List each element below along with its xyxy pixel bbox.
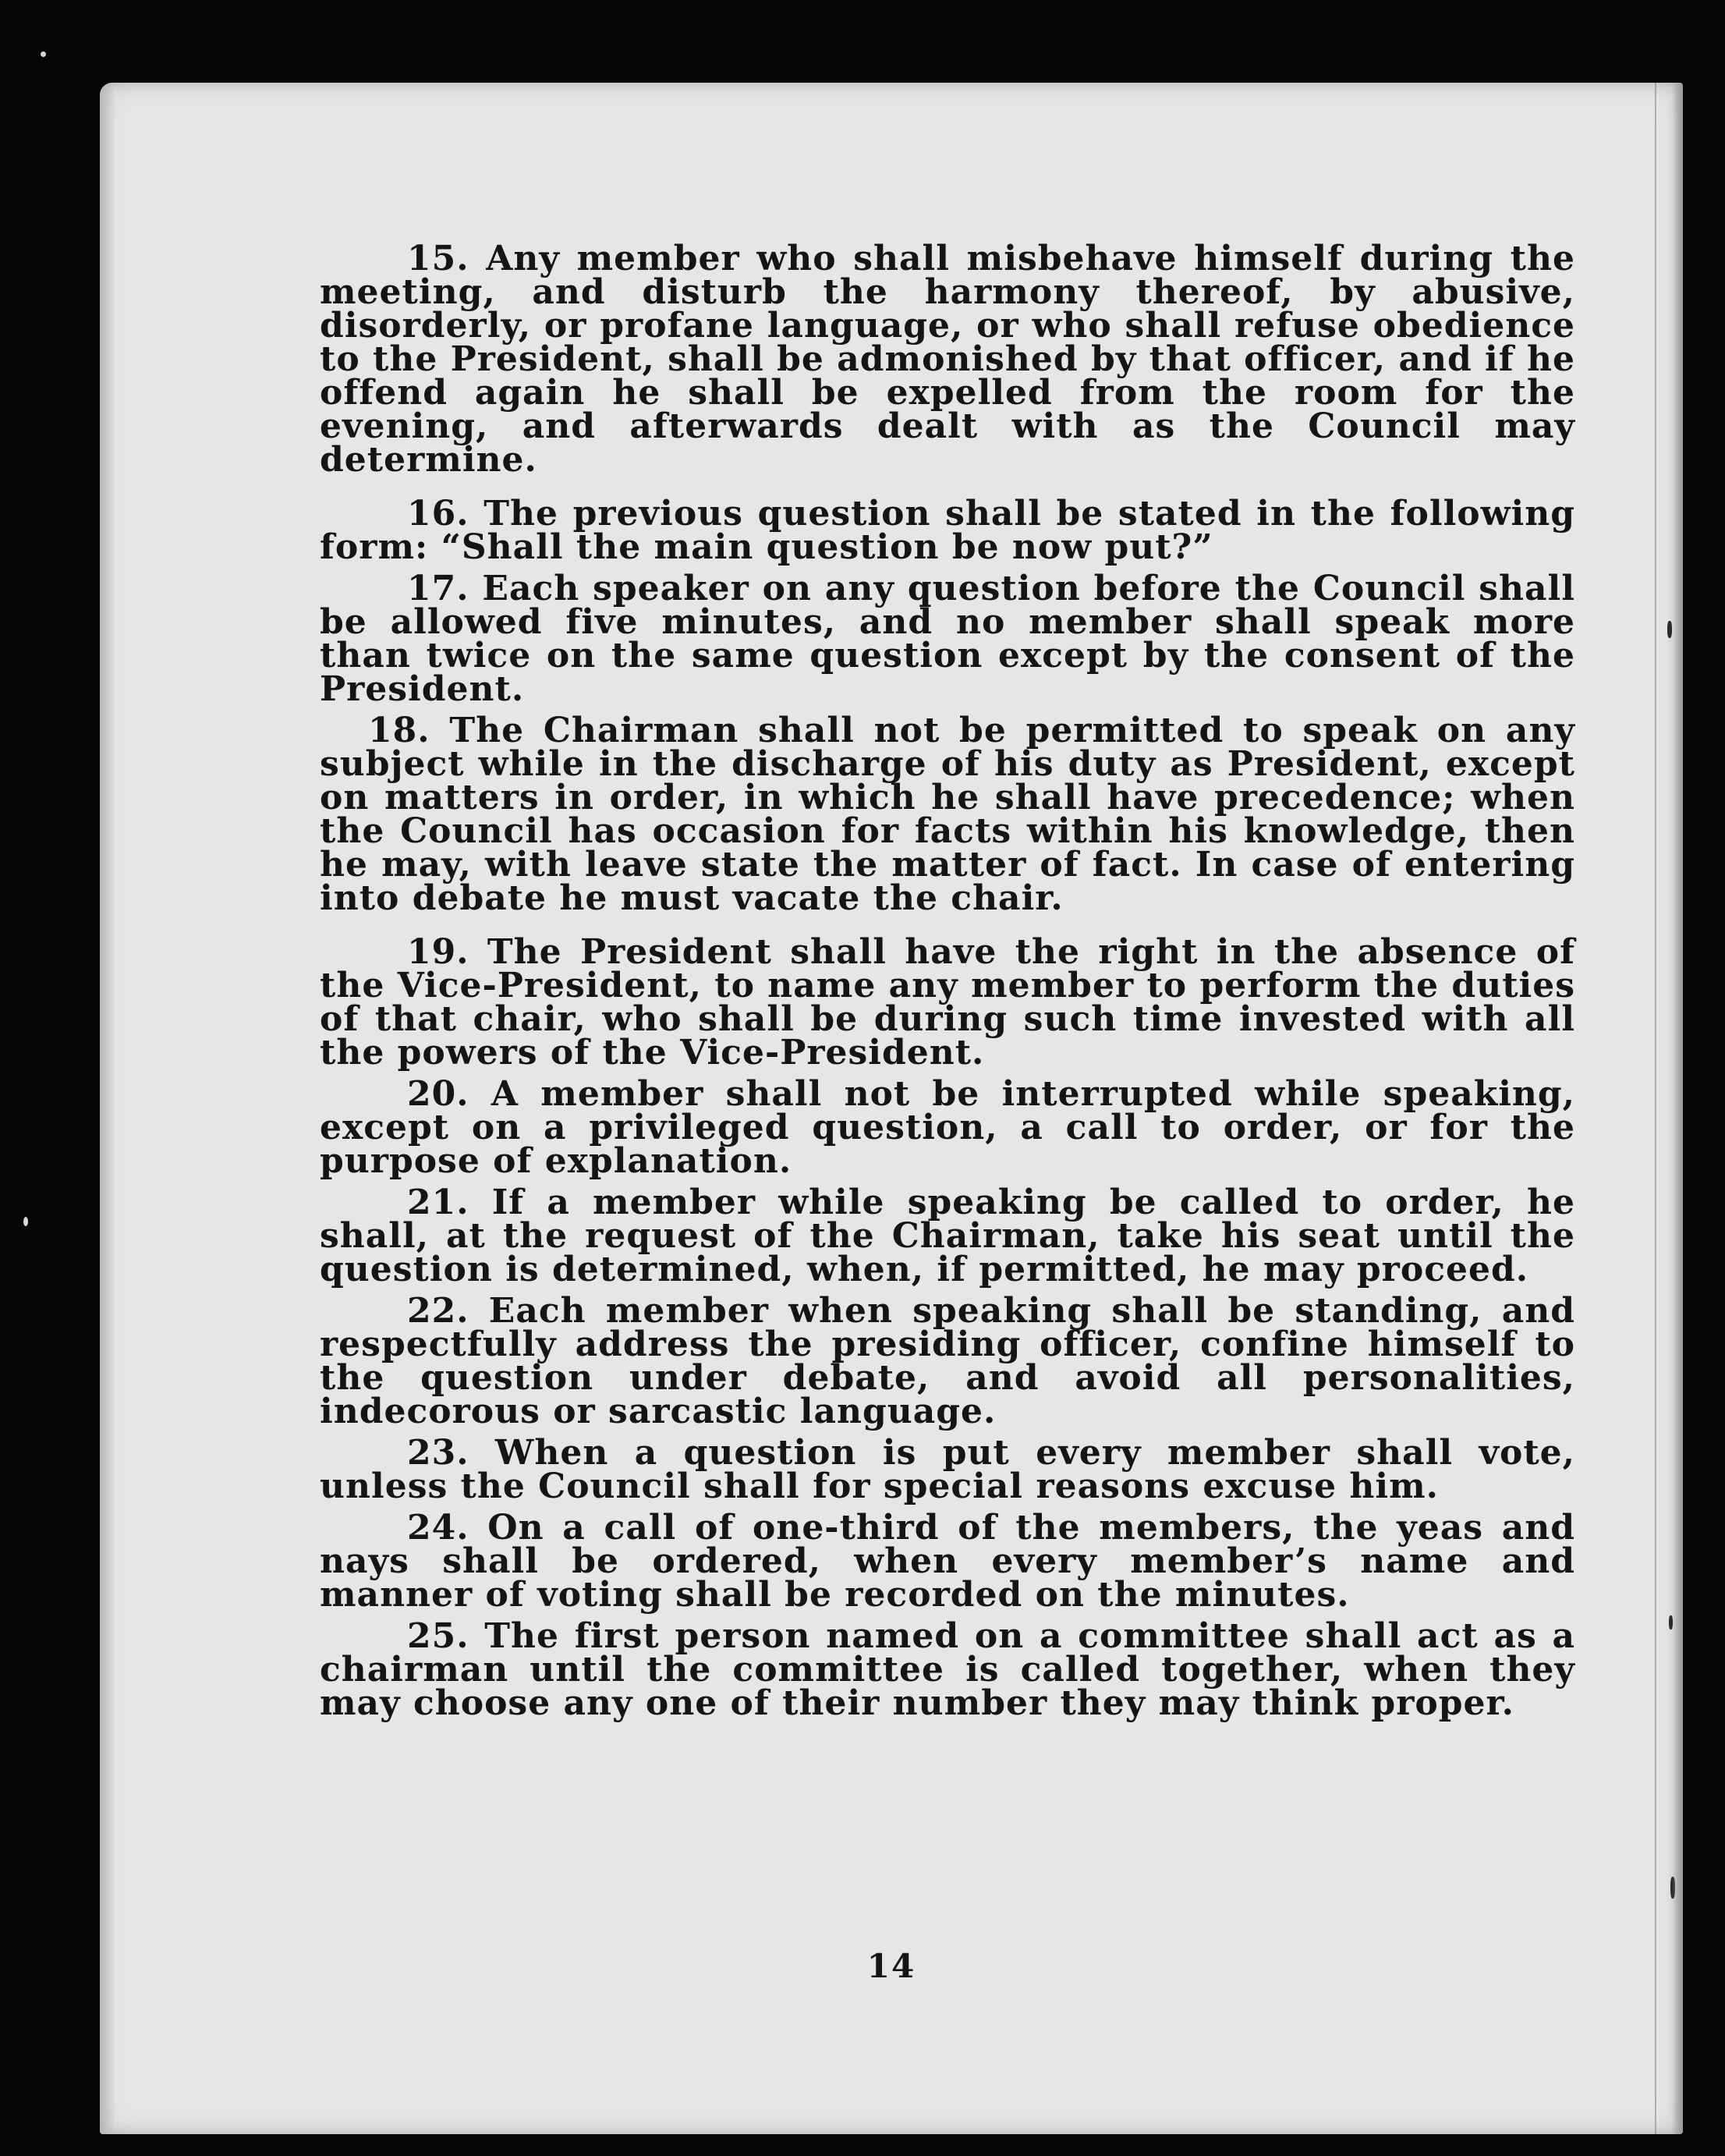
rule-23: 23. When a question is put every member shall vote, unless the Council shall for special reasons excuse him. [320, 1433, 1575, 1506]
edge-mark [1670, 1877, 1675, 1899]
edge-mark [1669, 1615, 1673, 1629]
scan-speck [41, 51, 46, 57]
page-number: 14 [866, 1947, 916, 1985]
rule-15: 15. Any member who shall misbehave himself during the meeting, and disturb the harmony thereof, by abusive, disorderly, or profane language, or who shall refuse obedience to the President, shall be admonished by that officer, and if he offend again he shall be expelled from the room for the evening, and afterwards dealt with as the Council may determine. [320, 239, 1575, 480]
rule-22: 22. Each member when speaking shall be standing, and respectfully address the presiding officer, confine himself to the question under debate, and avoid all personalities, indecorous or sarcastic language. [320, 1291, 1575, 1431]
rule-21: 21. If a member while speaking be called to order, he shall, at the request of the Chairman, take his seat until the question is determined, when, if permitted, he may proceed. [320, 1183, 1575, 1289]
rules-text [320, 239, 1575, 1723]
edge-mark [1667, 621, 1672, 638]
scan-speck [23, 1217, 28, 1226]
rule-17: 17. Each speaker on any question before the Council shall be allowed five minutes, and no member shall speak more than twice on the same question except by the consent of the President. [320, 569, 1575, 709]
book-page [100, 83, 1683, 2134]
rule-16: 16. The previous question shall be stated in the following form: “Shall the main question be now put?” [320, 494, 1575, 567]
rule-25: 25. The first person named on a committee shall act as a chairman until the committee is called together, when they may choose any one of their number they may think proper. [320, 1616, 1575, 1723]
rule-24: 24. On a call of one-third of the members, the yeas and nays shall be ordered, when every member’s name and manner of voting shall be recorded on the minutes. [320, 1508, 1575, 1615]
page-spine-shadow [1655, 83, 1656, 2134]
rule-20: 20. A member shall not be interrupted while speaking, except on a privileged question, a call to order, or for the purpose of explanation. [320, 1074, 1575, 1181]
rule-19: 19. The President shall have the right in the absence of the Vice-President, to name any member to perform the duties of that chair, who shall be during such time invested with all the powers of the Vice-President. [320, 932, 1575, 1073]
rule-18: 18. The Chairman shall not be permitted to speak on any subject while in the discharge of his duty as President, except on matters in order, in which he shall have precedence; when the Council has occasion for facts within his knowledge, then he may, with leave state the matter of fact. In case of entering into debate he must vacate the chair. [320, 711, 1575, 918]
